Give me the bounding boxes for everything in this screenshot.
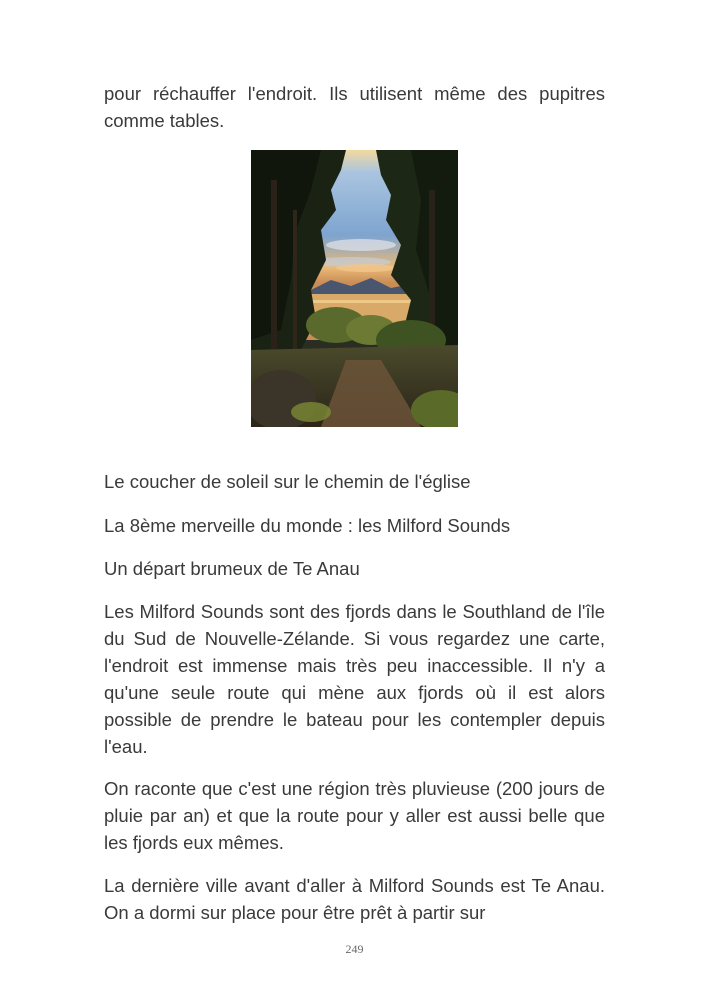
section-heading-milford: La 8ème merveille du monde : les Milford Sounds [104,515,511,536]
paragraph-rainy-region: On raconte que c'est une région très pluvieuse (200 jours de pluie par an) et que la route pour y aller est aussi belle que les fjords eux mêmes. [104,778,605,853]
paragraph-milford-description: Les Milford Sounds sont des fjords dans le Southland de l'île du Sud de Nouvelle-Zélande. Si vous regardez une carte, l'endroit est immense mais très peu inaccessible. Il n'y a qu'une seule route qui mène aux fjords où il est alors possible de prendre le bateau pour les contempler depuis l'eau. [104,601,605,757]
page-number: 249 [345,942,364,956]
sunset-forest-photo [251,150,458,427]
paragraph-intro: pour réchauffer l'endroit. Ils utilisent même des pupitres comme tables. [104,83,605,131]
photo-image [251,150,458,427]
subheading-te-anau: Un départ brumeux de Te Anau [104,558,360,579]
photo-caption: Le coucher de soleil sur le chemin de l'église [104,471,471,492]
paragraph-te-anau: La dernière ville avant d'aller à Milford Sounds est Te Anau. On a dormi sur place pour être prêt à partir sur [104,875,605,923]
